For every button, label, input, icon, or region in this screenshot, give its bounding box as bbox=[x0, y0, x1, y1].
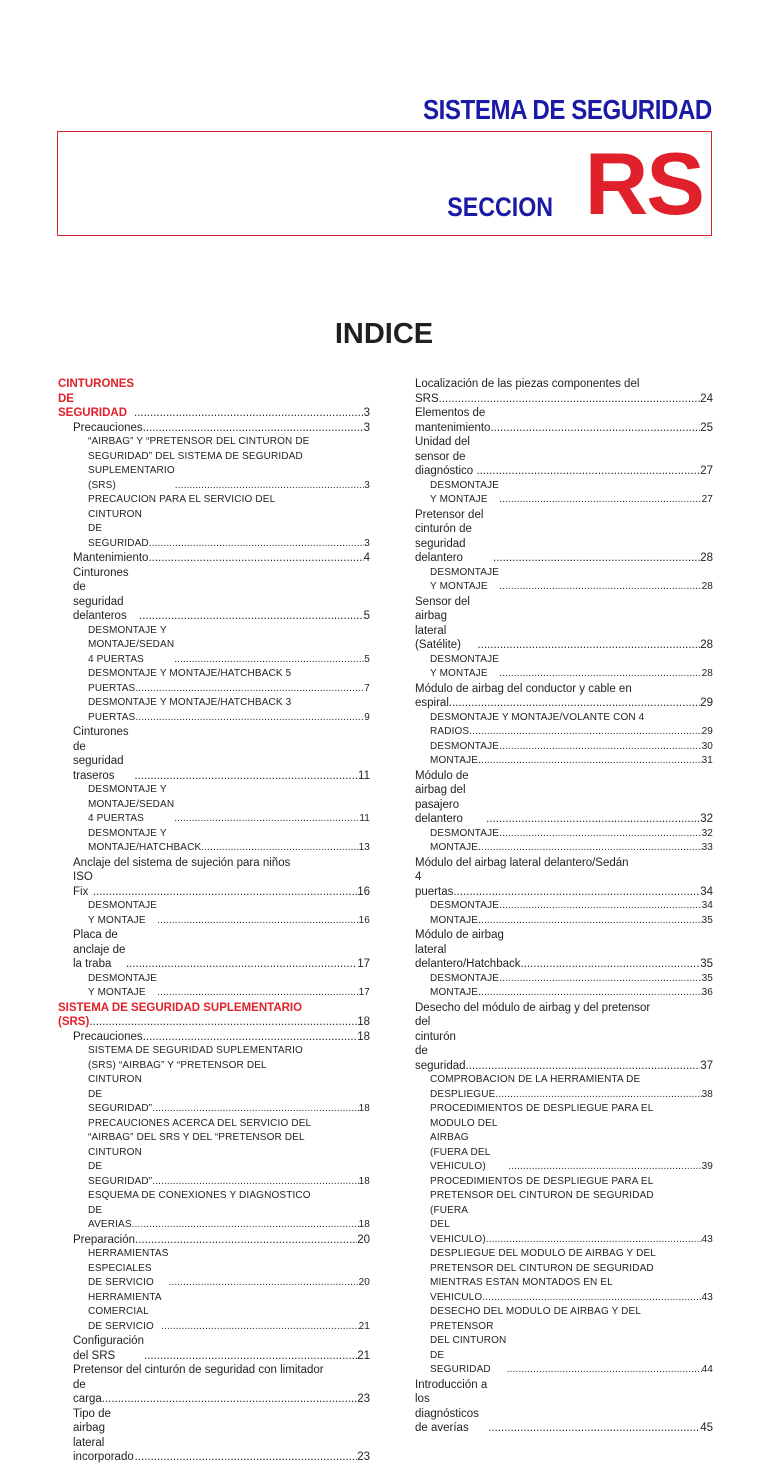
toc-entry-line[interactable]: PRECAUCION PARA EL SERVICIO DEL bbox=[88, 494, 276, 505]
toc-page-number: 3 bbox=[364, 537, 370, 549]
toc-entry-line[interactable]: PRETENSOR DEL CINTURON DE SEGURIDAD bbox=[430, 1262, 654, 1274]
index-title: INDICE bbox=[334, 318, 434, 350]
toc-entry[interactable] bbox=[58, 551, 370, 566]
toc-leader-dots bbox=[161, 1320, 358, 1335]
toc-page-number: 3 bbox=[364, 479, 370, 491]
toc-entry[interactable] bbox=[58, 899, 370, 928]
toc-leader-dots bbox=[149, 537, 364, 552]
toc-entry-label: Mantenimiento bbox=[73, 552, 149, 564]
toc-entry-label: Introducción a los diagnósticos de averías bbox=[415, 1378, 488, 1434]
toc-page-number: 31 bbox=[701, 755, 713, 766]
toc-entry-label: MONTAJE bbox=[430, 987, 479, 998]
toc-leader-dots bbox=[520, 957, 700, 972]
toc-entry-label: de carga bbox=[73, 1378, 102, 1405]
toc-entry-label: Módulo de airbag lateral delantero/Hatchback bbox=[415, 929, 521, 970]
toc-page-number: 43 bbox=[701, 1291, 713, 1303]
toc-entry-label: ISO Fix bbox=[73, 871, 93, 898]
toc-page-number: 32 bbox=[701, 827, 713, 839]
toc-page-number: 18 bbox=[358, 1175, 370, 1187]
toc-entry[interactable] bbox=[415, 595, 713, 653]
toc-page-number: 27 bbox=[700, 465, 713, 477]
toc-entry[interactable] bbox=[58, 1247, 370, 1291]
toc-leader-dots bbox=[466, 1059, 701, 1074]
toc-entry[interactable] bbox=[58, 508, 370, 552]
toc-page-number: 11 bbox=[359, 813, 370, 824]
toc-page-number: 9 bbox=[364, 711, 370, 723]
toc-entry[interactable] bbox=[58, 1204, 370, 1233]
toc-leader-dots bbox=[93, 885, 357, 900]
toc-leader-dots bbox=[139, 609, 364, 624]
toc-entry-label: PUERTAS bbox=[88, 682, 136, 694]
toc-entry-label: Sensor del airbag lateral (Satélite) bbox=[415, 595, 470, 651]
toc-page-number: 24 bbox=[700, 392, 713, 405]
toc-page-number: 38 bbox=[701, 1088, 713, 1100]
toc-page-number: 3 bbox=[363, 421, 370, 434]
toc-entry-label: CINTURONES DE SEGURIDAD bbox=[58, 378, 135, 419]
toc-leader-dots bbox=[143, 1030, 358, 1045]
toc-entry[interactable] bbox=[415, 435, 713, 479]
toc-entry-label: Precauciones bbox=[73, 1030, 143, 1043]
toc-page-number: 28 bbox=[700, 639, 713, 651]
toc-entry-line[interactable]: Localización de las piezas componentes del bbox=[415, 378, 640, 390]
toc-page-number: 7 bbox=[364, 682, 370, 694]
toc-leader-dots bbox=[477, 638, 700, 653]
toc-leader-dots bbox=[134, 406, 364, 421]
toc-entry-label: MONTAJE bbox=[430, 755, 479, 766]
toc-leader-dots bbox=[152, 1175, 358, 1190]
toc-leader-dots bbox=[135, 682, 364, 697]
toc-page-number: 29 bbox=[701, 726, 713, 737]
toc-leader-dots bbox=[449, 696, 700, 711]
toc-entry-line[interactable]: PROCEDIMIENTOS DE DESPLIEGUE PARA EL bbox=[430, 1103, 654, 1114]
toc-entry-label: MONTAJE bbox=[430, 914, 479, 926]
toc-entry-label: Tipo de airbag lateral incorporado bbox=[73, 1407, 134, 1463]
toc-page-number: 18 bbox=[357, 1030, 370, 1043]
toc-leader-dots bbox=[478, 841, 701, 856]
toc-page-number: 34 bbox=[701, 900, 713, 911]
toc-entry[interactable] bbox=[415, 899, 713, 914]
toc-entry-label: HERRAMIENTAS ESPECIALES DE SERVICIO bbox=[88, 1248, 169, 1288]
toc-entry-label: DESMONTAJE Y MONTAJE bbox=[430, 479, 500, 505]
system-title: SISTEMA DE SEGURIDAD bbox=[423, 94, 712, 125]
toc-entry-label: DESMONTAJE bbox=[430, 740, 500, 752]
toc-entry-line[interactable]: Módulo de airbag del conductor y cable en bbox=[415, 682, 632, 695]
toc-entry[interactable] bbox=[415, 1378, 713, 1436]
toc-page-number: 45 bbox=[700, 1422, 713, 1434]
toc-entry-label: Precauciones bbox=[73, 421, 143, 434]
section-box bbox=[57, 131, 712, 236]
toc-page-number: 13 bbox=[358, 842, 370, 853]
toc-page-number: 33 bbox=[701, 842, 713, 853]
toc-entry-line[interactable]: Módulo del airbag lateral delantero/Sedán bbox=[415, 856, 629, 869]
toc-entry-label: DESMONTAJE Y MONTAJE/SEDAN 4 PUERTAS bbox=[88, 624, 175, 665]
toc-entry-label: MODULO DEL AIRBAG (FUERA DEL VEHICULO) bbox=[430, 1117, 498, 1172]
toc-entry-label: SUPLEMENTARIO (SRS) bbox=[88, 465, 175, 491]
toc-entry-line[interactable]: DESMONTAJE Y MONTAJE/HATCHBACK 5 bbox=[88, 668, 292, 679]
toc-leader-dots bbox=[490, 421, 700, 436]
toc-entry-label: Unidad del sensor de diagnóstico bbox=[415, 436, 474, 477]
toc-leader-dots bbox=[478, 914, 701, 929]
toc-page-number: 23 bbox=[357, 1451, 370, 1463]
toc-entry[interactable] bbox=[58, 1334, 370, 1363]
toc-leader-dots bbox=[499, 972, 701, 987]
toc-entry[interactable] bbox=[58, 682, 370, 697]
toc-entry-label: DESMONTAJE bbox=[430, 900, 500, 911]
toc-page-number: 18 bbox=[358, 1103, 370, 1114]
toc-entry-label: DESMONTAJE Y MONTAJE/HATCHBACK bbox=[88, 827, 202, 853]
toc-entry-line[interactable]: PRETENSOR DEL CINTURON DE SEGURIDAD bbox=[430, 1190, 654, 1201]
toc-entry[interactable] bbox=[415, 479, 713, 508]
toc-entry-line[interactable]: DESMONTAJE Y MONTAJE/VOLANTE CON 4 bbox=[430, 711, 645, 723]
toc-entry[interactable] bbox=[415, 1204, 713, 1248]
toc-entry-label: RADIOS bbox=[430, 726, 470, 737]
toc-leader-dots bbox=[508, 1160, 701, 1175]
toc-entry[interactable] bbox=[58, 1233, 370, 1248]
toc-entry[interactable] bbox=[58, 624, 370, 668]
toc-entry[interactable] bbox=[58, 464, 370, 493]
toc-entry-label: DESMONTAJE Y MONTAJE bbox=[88, 972, 158, 998]
toc-entry[interactable] bbox=[58, 870, 370, 899]
toc-entry[interactable] bbox=[415, 740, 713, 755]
toc-page-number: 27 bbox=[701, 494, 713, 505]
toc-entry-label: DESMONTAJE Y MONTAJE bbox=[430, 566, 500, 592]
toc-leader-dots bbox=[157, 914, 358, 929]
toc-entry-label: PUERTAS bbox=[88, 711, 136, 723]
toc-entry[interactable] bbox=[58, 711, 370, 726]
toc-entry-label: MONTAJE bbox=[430, 842, 479, 853]
toc-page-number: 29 bbox=[700, 697, 713, 709]
toc-entry-label: SRS bbox=[415, 392, 439, 405]
toc-entry[interactable] bbox=[58, 1015, 370, 1030]
toc-leader-dots bbox=[439, 392, 701, 407]
toc-entry-line[interactable]: DESECHO DEL MODULO DE AIRBAG Y DEL bbox=[430, 1306, 642, 1317]
toc-page-number: 28 bbox=[700, 552, 713, 564]
toc-entry-line[interactable]: SEGURIDAD” DEL SISTEMA DE SEGURIDAD bbox=[88, 450, 303, 462]
toc-page-number: 21 bbox=[358, 1320, 370, 1332]
toc-entry[interactable] bbox=[415, 972, 713, 987]
toc-leader-dots bbox=[499, 493, 701, 508]
toc-leader-dots bbox=[175, 479, 365, 494]
toc-entry[interactable] bbox=[58, 1378, 370, 1407]
toc-entry[interactable] bbox=[415, 914, 713, 929]
section-code: RS bbox=[584, 134, 703, 233]
toc-leader-dots bbox=[486, 1233, 702, 1248]
toc-entry[interactable] bbox=[58, 1146, 370, 1190]
toc-page-number: 28 bbox=[701, 668, 713, 679]
toc-entry[interactable] bbox=[58, 421, 370, 436]
toc-entry[interactable] bbox=[415, 870, 713, 899]
toc-entry-line[interactable]: PROCEDIMIENTOS DE DESPLIEGUE PARA EL bbox=[430, 1175, 654, 1187]
toc-entry[interactable] bbox=[415, 406, 713, 435]
toc-leader-dots bbox=[478, 986, 701, 1001]
toc-entry[interactable] bbox=[415, 1320, 713, 1378]
toc-page-number: 21 bbox=[357, 1349, 370, 1362]
toc-entry[interactable] bbox=[58, 1407, 370, 1465]
toc-entry[interactable] bbox=[415, 508, 713, 566]
toc-page-number: 39 bbox=[701, 1161, 713, 1172]
toc-page-number: 5 bbox=[363, 610, 370, 622]
toc-entry-label: DE AVERIAS bbox=[88, 1204, 132, 1230]
toc-leader-dots bbox=[499, 827, 701, 842]
toc-entry-label: DESMONTAJE Y MONTAJE bbox=[88, 900, 158, 926]
toc-entry[interactable] bbox=[415, 841, 713, 856]
toc-entry[interactable] bbox=[58, 1073, 370, 1117]
toc-leader-dots bbox=[144, 1349, 357, 1364]
toc-entry-line[interactable]: “AIRBAG” DEL SRS Y DEL “PRETENSOR DEL bbox=[88, 1132, 305, 1143]
toc-entry-label: Configuración del SRS bbox=[73, 1335, 144, 1362]
toc-leader-dots bbox=[499, 740, 701, 755]
toc-entry-label: DESPLIEGUE bbox=[430, 1088, 496, 1100]
toc-page-number: 43 bbox=[701, 1233, 713, 1245]
toc-page-number: 17 bbox=[358, 987, 370, 998]
toc-entry-label: VEHICULO bbox=[430, 1291, 483, 1303]
toc-leader-dots bbox=[499, 899, 701, 914]
toc-page-number: 17 bbox=[357, 958, 370, 970]
toc-leader-dots bbox=[507, 1363, 702, 1378]
toc-entry[interactable] bbox=[415, 827, 713, 842]
toc-leader-dots bbox=[148, 551, 363, 566]
toc-entry-label: Placa de anclaje de la traba bbox=[73, 929, 126, 970]
toc-entry-line[interactable]: DESPLIEGUE DEL MODULO DE AIRBAG Y DEL bbox=[430, 1248, 656, 1259]
toc-entry-label: DESMONTAJE bbox=[430, 972, 500, 984]
toc-leader-dots bbox=[201, 841, 358, 856]
toc-leader-dots bbox=[453, 885, 700, 900]
toc-entry[interactable] bbox=[415, 986, 713, 1001]
toc-entry-line[interactable]: Anclaje del sistema de sujeción para niños bbox=[73, 856, 291, 869]
toc-entry[interactable] bbox=[415, 653, 713, 682]
toc-entry-label: HERRAMIENTA COMERCIAL DE SERVICIO bbox=[88, 1291, 162, 1332]
toc-entry-label: DESMONTAJE Y MONTAJE bbox=[430, 653, 500, 679]
toc-entry-label: Cinturones de seguridad delanteros bbox=[73, 566, 129, 622]
toc-leader-dots bbox=[132, 1218, 359, 1233]
toc-leader-dots bbox=[499, 580, 701, 595]
toc-entry[interactable] bbox=[415, 725, 713, 740]
toc-entry-line[interactable]: Desecho del módulo de airbag y del pretensor bbox=[415, 1001, 651, 1014]
toc-page-number: 30 bbox=[701, 740, 713, 752]
toc-entry-line[interactable]: COMPROBACION DE LA HERRAMIENTA DE bbox=[430, 1074, 641, 1085]
toc-leader-dots bbox=[469, 725, 701, 740]
toc-leader-dots bbox=[135, 1450, 358, 1465]
toc-page-number: 20 bbox=[358, 1277, 370, 1288]
toc-entry[interactable] bbox=[415, 928, 713, 972]
toc-column-right bbox=[415, 377, 713, 1436]
toc-page-number: 11 bbox=[358, 769, 370, 782]
toc-page-number: 34 bbox=[700, 885, 713, 898]
toc-page-number: 20 bbox=[357, 1233, 370, 1246]
toc-entry-label: Preparación bbox=[73, 1233, 136, 1246]
toc-page-number: 35 bbox=[701, 972, 713, 984]
toc-entry[interactable] bbox=[415, 754, 713, 769]
toc-leader-dots bbox=[476, 464, 700, 479]
toc-entry[interactable] bbox=[58, 566, 370, 624]
toc-entry[interactable] bbox=[415, 392, 713, 407]
toc-page-number: 18 bbox=[357, 1016, 370, 1028]
section-label: SECCION bbox=[447, 192, 553, 222]
toc-leader-dots bbox=[174, 812, 359, 827]
toc-entry-line[interactable]: DESMONTAJE Y MONTAJE/HATCHBACK 3 bbox=[88, 697, 292, 708]
toc-entry-label: Pretensor del cinturón de seguridad delantero bbox=[415, 508, 484, 564]
toc-column-left bbox=[58, 377, 370, 1465]
toc-entry-label: Módulo de airbag del pasajero delantero bbox=[415, 769, 469, 825]
toc-leader-dots bbox=[486, 812, 700, 827]
toc-entry-label: DESMONTAJE Y MONTAJE/SEDAN 4 PUERTAS bbox=[88, 784, 175, 824]
toc-entry[interactable] bbox=[58, 377, 370, 421]
toc-page-number: 16 bbox=[357, 885, 370, 898]
toc-leader-dots bbox=[169, 1276, 359, 1291]
toc-entry[interactable] bbox=[415, 1088, 713, 1103]
toc-entry-label: DESMONTAJE bbox=[430, 827, 500, 839]
toc-entry-line[interactable]: SISTEMA DE SEGURIDAD SUPLEMENTARIO bbox=[88, 1045, 303, 1056]
toc-entry-label: espiral bbox=[415, 697, 449, 709]
toc-page-number: 5 bbox=[364, 653, 370, 665]
toc-page-number: 37 bbox=[700, 1059, 713, 1072]
toc-entry[interactable] bbox=[58, 783, 370, 827]
toc-entry[interactable] bbox=[415, 769, 713, 827]
toc-page-number: 32 bbox=[700, 813, 713, 825]
toc-entry[interactable] bbox=[58, 1291, 370, 1335]
toc-leader-dots bbox=[495, 1088, 701, 1103]
toc-leader-dots bbox=[89, 1015, 357, 1030]
toc-entry[interactable] bbox=[58, 725, 370, 783]
toc-page-number: 35 bbox=[700, 958, 713, 970]
toc-leader-dots bbox=[493, 551, 700, 566]
toc-leader-dots bbox=[478, 754, 701, 769]
toc-page-number: 23 bbox=[357, 1393, 370, 1405]
toc-entry-label: (FUERA DEL VEHICULO) bbox=[430, 1204, 486, 1245]
toc-page-number: 3 bbox=[363, 407, 370, 419]
toc-entry[interactable] bbox=[58, 928, 370, 972]
toc-entry-label: (SRS) bbox=[58, 1016, 90, 1028]
toc-entry-label: CINTURON DE SEGURIDAD bbox=[88, 508, 149, 549]
toc-leader-dots bbox=[143, 421, 364, 436]
toc-entry-label: CINTURON DE SEGURIDAD” bbox=[88, 1074, 153, 1114]
toc-entry-label: CINTURON DE SEGURIDAD” bbox=[88, 1146, 153, 1187]
toc-entry[interactable] bbox=[415, 566, 713, 595]
toc-page-number: 18 bbox=[358, 1219, 370, 1230]
toc-entry-line[interactable]: “AIRBAG” Y “PRETENSOR DEL CINTURON DE bbox=[88, 436, 310, 447]
toc-leader-dots bbox=[488, 1421, 700, 1436]
toc-page-number: 44 bbox=[701, 1364, 713, 1375]
toc-entry[interactable] bbox=[415, 1117, 713, 1175]
toc-page-number: 4 bbox=[363, 552, 370, 564]
toc-entry[interactable] bbox=[58, 972, 370, 1001]
toc-entry[interactable] bbox=[58, 1030, 370, 1045]
toc-entry-label: Cinturones de seguridad traseros bbox=[73, 726, 129, 782]
toc-leader-dots bbox=[134, 769, 358, 784]
toc-entry-line[interactable]: Pretensor del cinturón de seguridad con limitador bbox=[73, 1364, 324, 1376]
toc-entry[interactable] bbox=[415, 696, 713, 711]
toc-entry-label: PRETENSOR DEL CINTURON DE SEGURIDAD bbox=[430, 1320, 507, 1375]
toc-leader-dots bbox=[152, 1102, 358, 1117]
toc-leader-dots bbox=[135, 1233, 357, 1248]
toc-entry-line[interactable]: PRECAUCIONES ACERCA DEL SERVICIO DEL bbox=[88, 1117, 312, 1129]
toc-entry-line[interactable]: (SRS) “AIRBAG” Y “PRETENSOR DEL bbox=[88, 1059, 267, 1071]
toc-entry-label: 4 puertas bbox=[415, 871, 454, 898]
toc-entry[interactable] bbox=[58, 827, 370, 856]
toc-entry-line[interactable]: MIENTRAS ESTAN MONTADOS EN EL bbox=[430, 1277, 613, 1288]
toc-entry-label: Elementos de mantenimiento bbox=[415, 407, 491, 434]
toc-page-number: 25 bbox=[700, 421, 713, 434]
toc-page-number: 35 bbox=[701, 914, 713, 926]
toc-page-number: 36 bbox=[701, 987, 713, 998]
toc-entry-line[interactable]: SISTEMA DE SEGURIDAD SUPLEMENTARIO bbox=[58, 1001, 303, 1014]
toc-leader-dots bbox=[499, 667, 701, 682]
toc-leader-dots bbox=[174, 653, 364, 668]
toc-leader-dots bbox=[126, 957, 357, 972]
toc-leader-dots bbox=[482, 1291, 701, 1306]
toc-entry-label: del cinturón de seguridad bbox=[415, 1016, 466, 1072]
toc-leader-dots bbox=[135, 711, 364, 726]
toc-leader-dots bbox=[102, 1392, 357, 1407]
toc-leader-dots bbox=[157, 986, 358, 1001]
toc-entry-line[interactable]: ESQUEMA DE CONEXIONES Y DIAGNOSTICO bbox=[88, 1190, 311, 1201]
toc-entry[interactable] bbox=[415, 1291, 713, 1306]
toc-page-number: 28 bbox=[701, 581, 713, 592]
toc-page-number: 16 bbox=[358, 914, 370, 926]
